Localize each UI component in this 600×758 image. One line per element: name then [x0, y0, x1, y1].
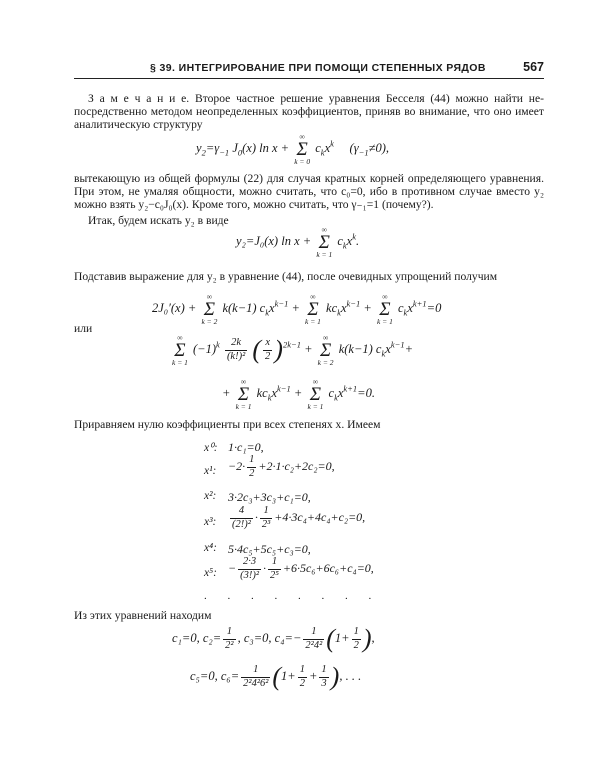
section-title: § 39. ИНТЕГРИРОВАНИЕ ПРИ ПОМОЩИ СТЕПЕННЫХ РЯДОВ: [150, 62, 486, 74]
system-row: 3·2c₃+3c₃+c₁=0,: [228, 490, 311, 504]
equation-substituted: 2J₀′(x) + ∞ Σ k = 2 k(k−1) $c_kx^{k-1}$ + ∞ Σ k = 1 $kc_kx^{k-1}$ + ∞ Σ k = 1 $c_kx^{k+1}=0$: [152, 292, 442, 326]
power-label: x⁴:: [204, 542, 217, 554]
system-row: − $\frac{2\cdot 3}{\text{(3!)²}}$ · $\frac{1}{\text{2⁵}}$ +6·5c₆+6c₆+c₄=0,: [228, 556, 374, 581]
or-word: или: [74, 322, 93, 335]
sum-symbol: ∞ Σ k = 1: [316, 225, 333, 259]
paragraph-substitution: Подставив выражение для y₂ в уравнение (44), после очевидных упрощений получим: [74, 270, 498, 283]
equation-y2-form: y₂=J₀(x) ln x + ∞ Σ k = 1 $c_kx^k$.: [236, 225, 360, 259]
page-number: 567: [523, 60, 544, 74]
system-row: $\frac{4}{\text{(2!)²}}$ · $\frac{1}{\text{2³}}$ +4·3c₄+4c₄+c₂=0,: [232, 505, 366, 530]
paragraph-coefficients: Приравняем нулю коэффициенты при всех степенях x. Имеем: [74, 418, 381, 431]
power-label: x⁵:: [204, 567, 217, 579]
equation-expanded-cont: + ∞ Σ k = 1 $kc_kx^{k-1}$ + ∞ Σ k = 1 $c_kx^{k+1}=0$.: [222, 377, 375, 411]
system-dots: . . . . . . . .: [204, 590, 381, 602]
paragraph-seek-form: Итак, будем искать y₂ в виде: [88, 214, 229, 227]
remark-paragraph: [74, 92, 544, 131]
system-row: −2· $\frac{1}{2}$ +2·1·c₂+2c₂=0,: [228, 454, 335, 479]
power-label: x⁰:: [204, 442, 218, 454]
remark-text: Второе частное решение уравнения Бесселя (44) можно найти не-посредственно методом неопределенных коэффициентов, приняв во внимание, что оно имеет аналитическую структуру: [74, 92, 544, 131]
equation-expanded: ∞ Σ k = 1 $(-1)^k$ $\frac{2k}{\text{(k!)²}}$ ( $\frac{x}{2}$ )$^{2k-1}$ + ∞ Σ k = 2 k(k−1) $c_kx^{k-1}+$: [172, 333, 414, 367]
sum-symbol: ∞ Σ k = 0: [294, 132, 311, 166]
power-label: x¹:: [204, 465, 217, 477]
results-line-2: c₅=0, c₆= $\frac{1}{\text{2²4²6²}}$ (1+ $\frac{1}{2}$ + $\frac{1}{3}$ ), . . .: [190, 662, 362, 691]
results-line-1: c₁=0, c₂= $\frac{1}{\text{2²}}$ , c₃=0, c₄=− $\frac{1}{\text{2²4²}}$ (1+ $\frac{1}{2}$ ),: [172, 624, 375, 653]
power-label: x²:: [204, 490, 217, 502]
power-label: x³:: [204, 516, 217, 528]
equation-y2-structure: $y_2=\gamma_{-1}$ $J_0(x)$ ln x + ∞ Σ k = 0 $c_kx^k$ $(\gamma_{-1}\ne 0)$,: [196, 132, 390, 166]
system-row: 5·4c₅+5c₅+c₃=0,: [228, 542, 311, 556]
remark-label: З а м е ч а н и е.: [88, 92, 190, 105]
paragraph-find: Из этих уравнений находим: [74, 609, 212, 622]
running-header: [74, 62, 544, 79]
system-row: 1·c₁=0,: [228, 440, 264, 454]
paragraph-general-formula: вытекающую из общей формулы (22) для случая кратных корней определяющего уравнения. При этом, не умаляя общности, можно считать, что c₀=0, ибо в противном случае вместо y₂ можно взять y₂−c₀J₀(x). Кроме того, можно считать, что γ₋₁=1 (почему?).: [74, 172, 544, 211]
